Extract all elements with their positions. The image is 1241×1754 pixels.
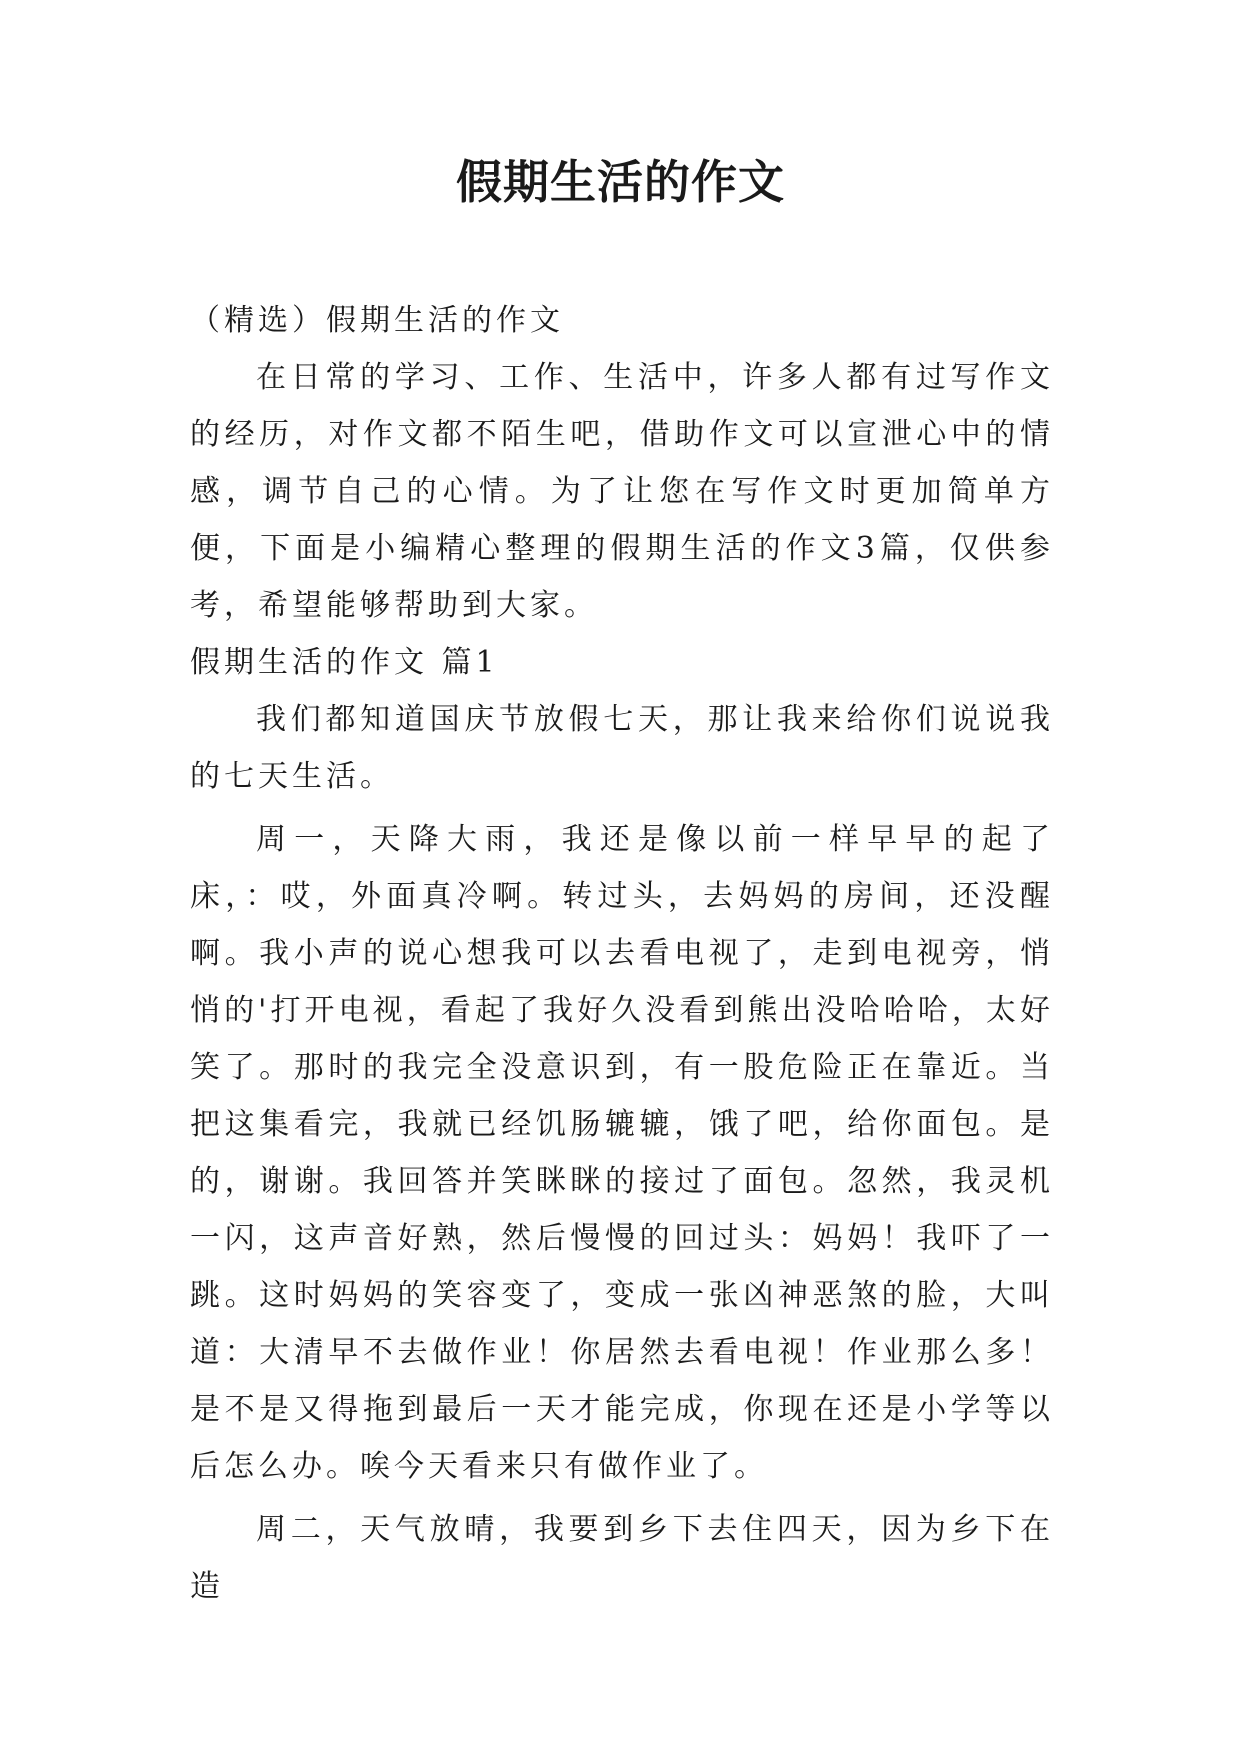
document-body [190, 292, 1054, 1615]
section-heading: 假期生活的作文 篇1 [190, 645, 499, 680]
body-paragraph-3: 周二，天气放晴，我要到乡下去住四天，因为乡下在造 [190, 1512, 1054, 1604]
document-title: 假期生活的作文 [456, 155, 785, 209]
document-subtitle: （精选）假期生活的作文 [190, 303, 564, 338]
intro-paragraph: 在日常的学习、工作、生活中，许多人都有过写作文的经历，对作文都不陌生吧，借助作文可以宣泄心中的情感，调节自己的心情。为了让您在写作文时更加简单方便，下面是小编精心整理的假期生活的作文3篇，仅供参考，希望能够帮助到大家。 [190, 360, 1054, 623]
body-paragraph-1: 我们都知道国庆节放假七天，那让我来给你们说说我的七天生活。 [190, 702, 1054, 794]
body-paragraph-2: 周一，天降大雨，我还是像以前一样早早的起了床，：哎，外面真冷啊。转过头，去妈妈的房间，还没醒啊。我小声的说心想我可以去看电视了，走到电视旁，悄悄的'打开电视，看起了我好久没看到熊出没哈哈哈，太好笑了。那时的我完全没意识到，有一股危险正在靠近。当把这集看完，我就已经饥肠辘辘，饿了吧，给你面包。是的，谢谢。我回答并笑眯眯的接过了面包。忽然，我灵机一闪，这声音好熟，然后慢慢的回过头：妈妈！我吓了一跳。这时妈妈的笑容变了，变成一张凶神恶煞的脸，大叫道：大清早不去做作业！你居然去看电视！作业那么多！是不是又得拖到最后一天才能完成，你现在还是小学等以后怎么办。唉今天看来只有做作业了。 [190, 822, 1054, 1484]
